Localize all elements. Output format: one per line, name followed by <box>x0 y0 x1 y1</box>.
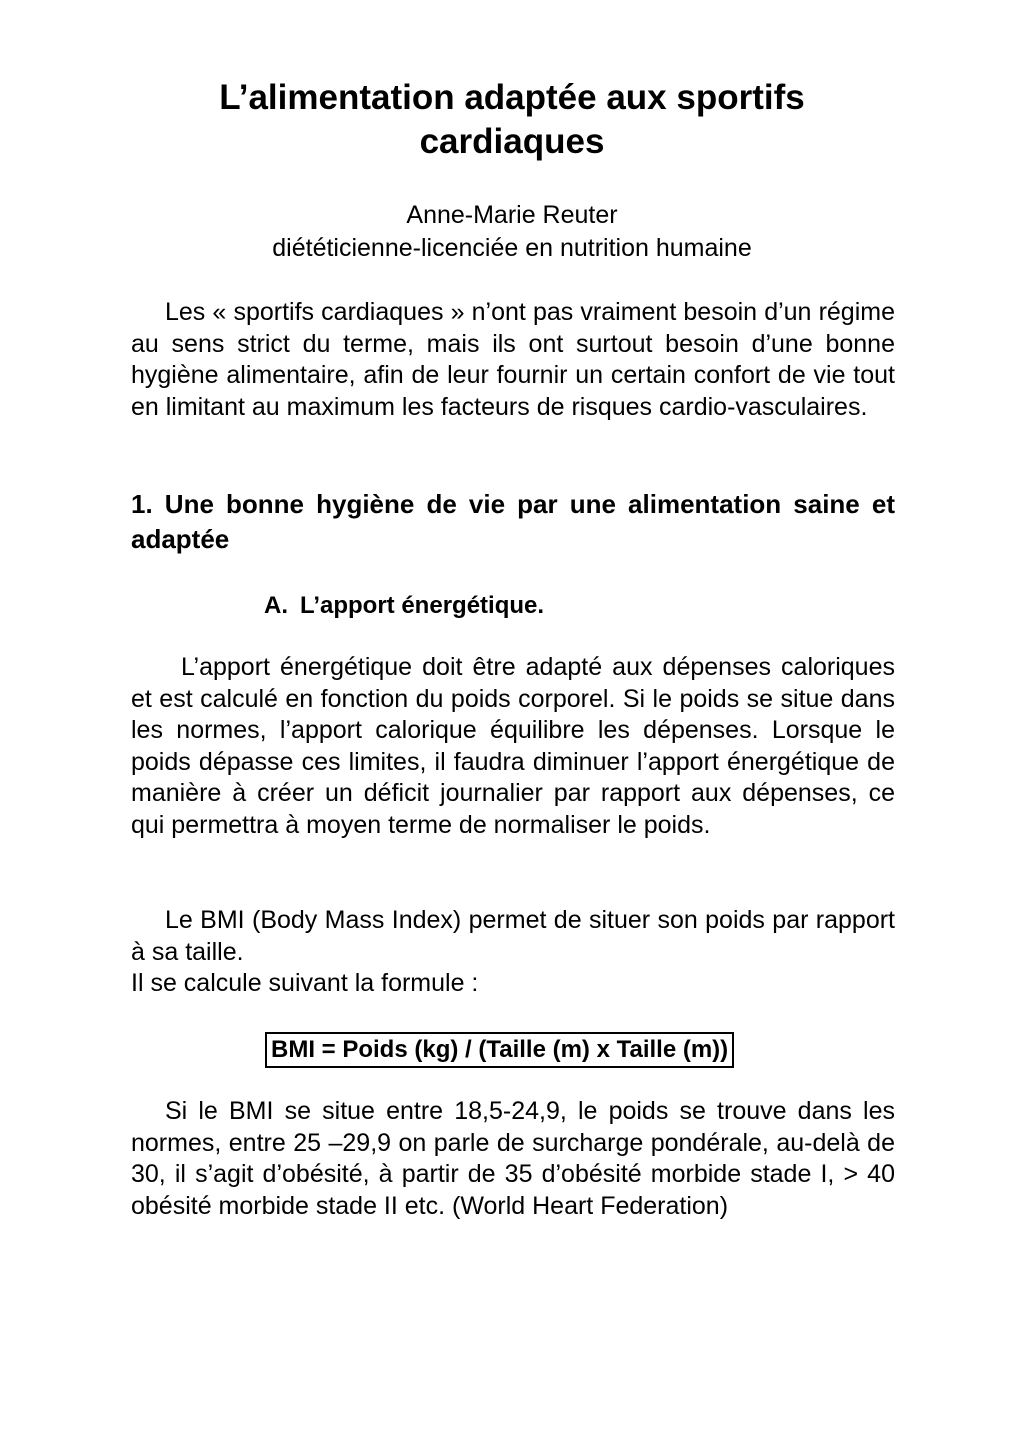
bmi-intro-block <box>131 905 895 1000</box>
energy-paragraph: L’apport énergétique doit être adapté aux dépenses caloriques et est calculé en fonction du poids corporel. Si le poids se situe dans les normes, l’apport calorique équilibre les dépenses. Lorsque le poids dépasse ces limites, il faudra diminuer l’apport énergétique de manière à créer un déficit journalier par rapport aux dépenses, ce qui permettra à moyen terme de normaliser le poids. <box>131 653 895 839</box>
bmi-formula-box: BMI = Poids (kg) / (Taille (m) x Taille (m)) <box>265 1032 734 1068</box>
bmi-formula-intro: Il se calcule suivant la formule : <box>131 969 479 997</box>
bmi-ranges-paragraph: Si le BMI se situe entre 18,5-24,9, le poids se trouve dans les normes, entre 25 –29,9 on parle de surcharge pondérale, au-delà de 30, il s’agit d’obésité, à partir de 35 d’obésité morbide stade I, > 40 obésité morbide stade II etc. (World Heart Federation) <box>131 1097 895 1220</box>
subsection-title: L’apport énergétique. <box>300 592 545 619</box>
bmi-intro-text: Le BMI (Body Mass Index) permet de situer son poids par rapport à sa taille. <box>131 906 895 966</box>
subsection-letter: A. <box>264 592 288 619</box>
author-block <box>130 199 894 265</box>
author-name: Anne-Marie Reuter <box>406 201 618 229</box>
document-title: L’alimentation adaptée aux sportifs cardiaques <box>219 78 805 161</box>
section-1-heading: 1. Une bonne hygiène de vie par une alimentation saine et adaptée <box>131 489 895 554</box>
intro-paragraph: Les « sportifs cardiaques » n’ont pas vraiment besoin d’un régime au sens strict du terme, mais ils ont surtout besoin d’une bonne hygiène alimentaire, afin de leur fournir un certain confort de vie tout en limitant au maximum les facteurs de risques cardio-vasculaires. <box>131 298 895 421</box>
subsection-a-heading <box>264 590 544 622</box>
author-role: diététicienne-licenciée en nutrition humaine <box>272 234 752 262</box>
